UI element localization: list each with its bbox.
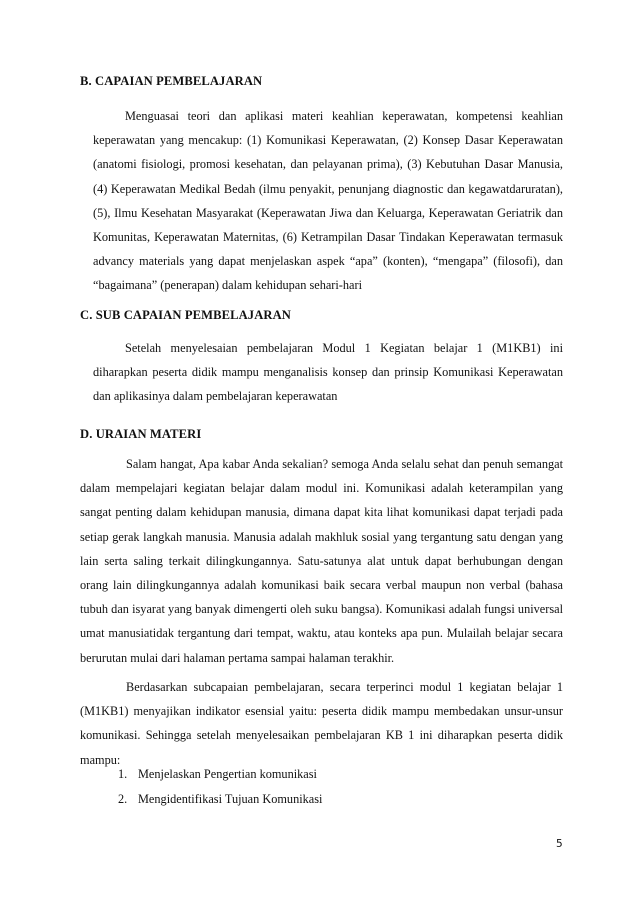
page-number: 5 (556, 838, 563, 850)
section-b-text: Menguasai teori dan aplikasi materi keahlian keperawatan, kompetensi keahlian keperawatan yang mencakup: (1) Komunikasi Keperawatan, (2) Konsep Dasar Keperawatan (anatomi fisiologi, promosi kesehatan, dan pelayanan prima), (3) Kebutuhan Dasar Manusia, (4) Keperawatan Medikal Bedah (ilmu penyakit, penunjang diagnostic dan kegawatdaruratan), (5), Ilmu Kesehatan Masyarakat (Keperawatan Jiwa dan Keluarga, Keperawatan Geriatrik dan Komunitas, Keperawatan Maternitas, (6) Ketrampilan Dasar Tindakan Keperawatan termasuk advancy materials yang dapat menjelaskan aspek “apa” (konten), “mengapa” (filosofi), dan “bagaimana” (penerapan) dalam kehidupan sehari-hari (93, 109, 563, 293)
list-item-text: Mengidentifikasi Tujuan Komunikasi (138, 791, 323, 806)
section-b-heading: B. CAPAIAN PEMBELAJARAN (80, 74, 263, 88)
section-d-text-1: Salam hangat, Apa kabar Anda sekalian? semoga Anda selalu sehat dan penuh semangat dalam mempelajari kegiatan belajar dalam modul ini. Komunikasi adalah keterampilan yang sangat penting dalam kehidupan manusia, dimana dapat kita lihat komunikasi dapat terjadi pada setiap gerak langkah manusia. Manusia adalah makhluk sosial yang tergantung satu dengan yang lain serta saling terkait dilingkungannya. Satu-satunya alat untuk dapat berhubungan dengan orang lain dilingkungannya adalah komunikasi baik secara verbal maupun non verbal (bahasa tubuh dan isyarat yang banyak dimengerti oleh suku bangsa). Komunikasi adalah fungsi universal umat manusiatidak tergantung dari tempat, waktu, atau konteks apa pun. Mulailah belajar secara berurutan mulai dari halaman pertama sampai halaman terakhir. (80, 457, 563, 665)
section-c-text: Setelah menyelesaian pembelajaran Modul 1 Kegiatan belajar 1 (M1KB1) ini diharapkan peserta didik mampu menganalisis konsep dan prinsip Komunikasi Keperawatan dan aplikasinya dalam pembelajaran keperawatan (93, 341, 563, 404)
list-item (118, 792, 322, 817)
section-c-heading: C. SUB CAPAIAN PEMBELAJARAN (80, 308, 291, 322)
section-d-paragraph-1 (80, 452, 563, 670)
section-b-paragraph (93, 104, 563, 298)
objectives-list (118, 767, 322, 816)
list-item-number: 1. (118, 767, 128, 781)
section-d-text-2: Berdasarkan subcapaian pembelajaran, secara terperinci modul 1 kegiatan belajar 1 (M1KB1) menyajikan indikator esensial yaitu: peserta didik mampu membedakan unsur-unsur komunikasi. Sehingga setelah menyelesaikan pembelajaran KB 1 ini diharapkan peserta didik mampu: (80, 680, 563, 767)
section-c-paragraph (93, 336, 563, 409)
section-d-paragraph-2 (80, 675, 563, 772)
list-item-number: 2. (118, 791, 128, 806)
list-item-text: Menjelaskan Pengertian komunikasi (138, 767, 317, 781)
list-item (118, 767, 322, 792)
section-d-heading: D. URAIAN MATERI (80, 427, 202, 441)
